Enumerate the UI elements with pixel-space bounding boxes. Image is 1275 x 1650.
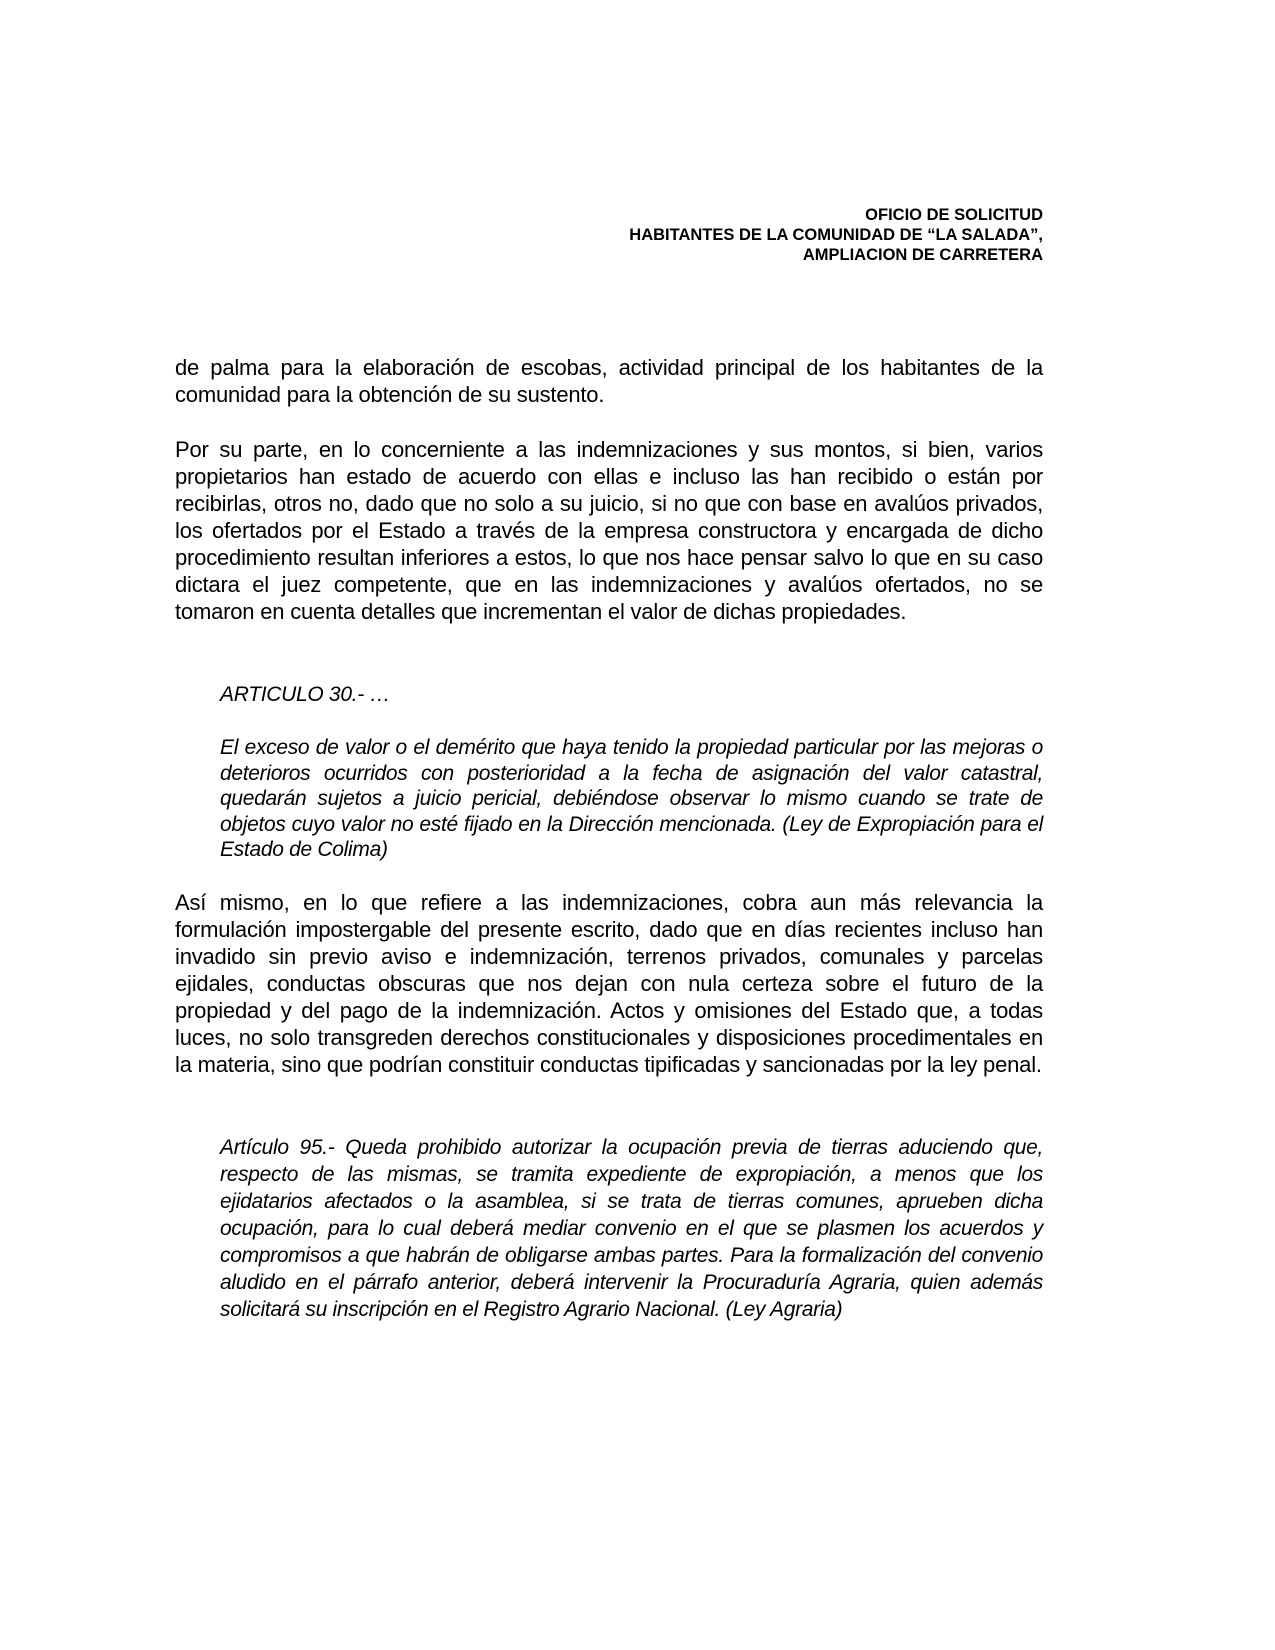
quote-article-95: Artículo 95.- Queda prohibido autorizar la ocupación previa de tierras aduciendo que, respecto de las mismas, se tramita expediente de expropiación, a menos que los ejidatarios afectados o la asamblea, si se trata de tierras comunes, aprueben dicha ocupación, para lo cual deberá mediar convenio en el que se plasmen los acuerdos y compromisos a que habrán de obligarse ambas partes. Para la formalización del convenio aludido en el párrafo anterior, deberá intervenir la Procuraduría Agraria, quien además solicitará su inscripción en el Registro Agrario Nacional. (Ley Agraria) — [220, 1136, 1043, 1321]
document-header — [629, 205, 1043, 265]
paragraph-indemnizaciones: Por su parte, en lo concerniente a las indemnizaciones y sus montos, si bien, varios propietarios han estado de acuerdo con ellas e incluso las han recibido o están por recibirlas, otros no, dado que no solo a su juicio, si no que con base en avalúos privados, los ofertados por el Estado a través de la empresa constructora y encargada de dicho procedimiento resultan inferiores a estos, lo que nos hace pensar salvo lo que en su caso dictara el juez competente, que en las indemnizaciones y avalúos ofertados, no se tomaron en cuenta detalles que incrementan el valor de dichas propiedades. — [175, 437, 1043, 624]
header-subject: HABITANTES DE LA COMUNIDAD DE “LA SALADA”, — [629, 226, 1043, 244]
header-title: OFICIO DE SOLICITUD — [865, 206, 1043, 224]
paragraph-asi-mismo: Así mismo, en lo que refiere a las indemnizaciones, cobra aun más relevancia la formulación impostergable del presente escrito, dado que en días recientes incluso han invadido sin previo aviso e indemnización, terrenos privados, comunales y parcelas ejidales, conductas obscuras que nos dejan con nula certeza sobre el futuro de la propiedad y del pago de la indemnización. Actos y omisiones del Estado que, a todas luces, no solo transgreden derechos constitucionales y disposiciones procedimentales en la materia, sino que podrían constituir conductas tipificadas y sancionadas por la ley penal. — [175, 890, 1043, 1077]
paragraph-continuation: de palma para la elaboración de escobas, actividad principal de los habitantes de la comunidad para la obtención de su sustento. — [175, 355, 1043, 407]
quote-article-30-text: El exceso de valor o el demérito que haya tenido la propiedad particular por las mejoras o deterioros ocurridos con posterioridad a la fecha de asignación del valor catastral, quedarán sujetos a juicio pericial, debiéndose observar lo mismo cuando se trate de objetos cuyo valor no esté fijado en la Dirección mencionada. (Ley de Expropiación para el Estado de Colima) — [220, 736, 1043, 861]
header-matter: AMPLIACION DE CARRETERA — [802, 246, 1043, 264]
quote-article-30-title: ARTICULO 30.- … — [220, 683, 391, 706]
